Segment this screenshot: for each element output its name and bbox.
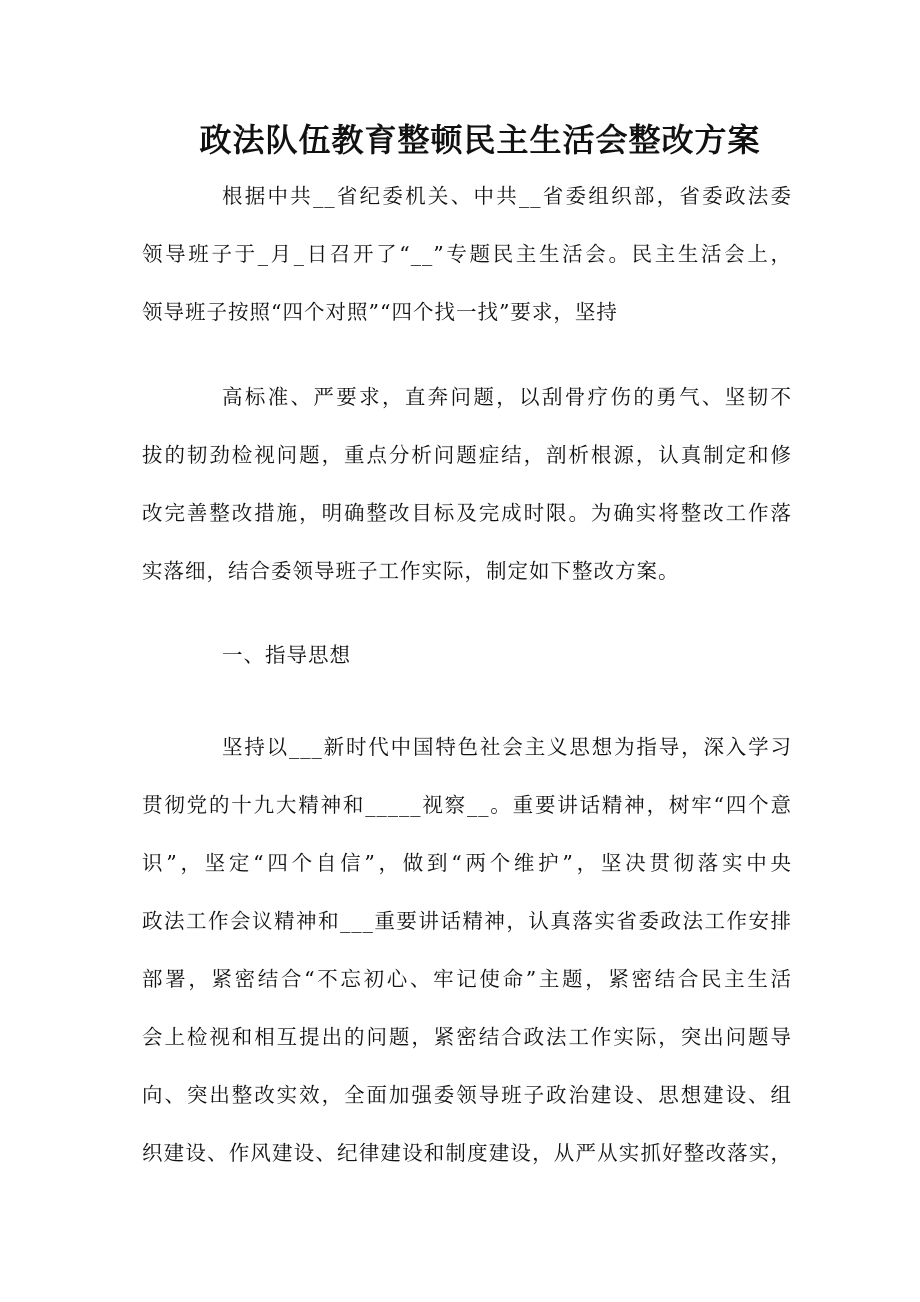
- text-line: 根据中共__省纪委机关、中共__省委组织部，省委政法委: [222, 184, 792, 208]
- text-line: 实落细，结合委领导班子工作实际，制定如下整改方案。: [142, 559, 680, 583]
- text-line: 领导班子按照“四个对照”“四个找一找”要求，坚持: [142, 300, 618, 324]
- text-line: 领导班子于_月_日召开了“__”专题民主生活会。民主生活会上，: [142, 242, 792, 266]
- paragraph-standards: [142, 368, 792, 600]
- document-title: 政法队伍教育整顿民主生活会整改方案: [199, 121, 761, 159]
- text-line: 改完善整改措施，明确整改目标及完成时限。为确实将整改工作落: [142, 501, 792, 525]
- text-line: 政法工作会议精神和___重要讲话精神，认真落实省委政法工作安排: [142, 909, 792, 933]
- text-line: 织建设、作风建设、纪律建设和制度建设，从严从实抓好整改落实，: [142, 1141, 792, 1165]
- text-line: 识”，坚定“四个自信”，做到“两个维护”，坚决贯彻落实中央: [142, 851, 792, 875]
- section-heading: 一、指导思想: [222, 643, 351, 667]
- text-line: 贯彻党的十九大精神和_____视察__。重要讲话精神，树牢“四个意: [142, 793, 792, 817]
- text-line: 高标准、严要求，直奔问题，以刮骨疗伤的勇气、坚韧不: [222, 385, 792, 409]
- text-line: 部署，紧密结合“不忘初心、牢记使命”主题，紧密结合民主生活: [142, 967, 792, 991]
- section-heading-guiding-ideology: [142, 626, 792, 684]
- text-line: 会上检视和相互提出的问题，紧密结合政法工作实际，突出问题导: [142, 1025, 792, 1049]
- paragraph-intro: [142, 167, 792, 341]
- text-line: 拔的韧劲检视问题，重点分析问题症结，剖析根源，认真制定和修: [142, 443, 792, 467]
- paragraph-guiding-ideology: [142, 718, 792, 1182]
- text-line: 坚持以___新时代中国特色社会主义思想为指导，深入学习: [222, 735, 792, 759]
- text-line: 向、突出整改实效，全面加强委领导班子政治建设、思想建设、组: [142, 1083, 792, 1107]
